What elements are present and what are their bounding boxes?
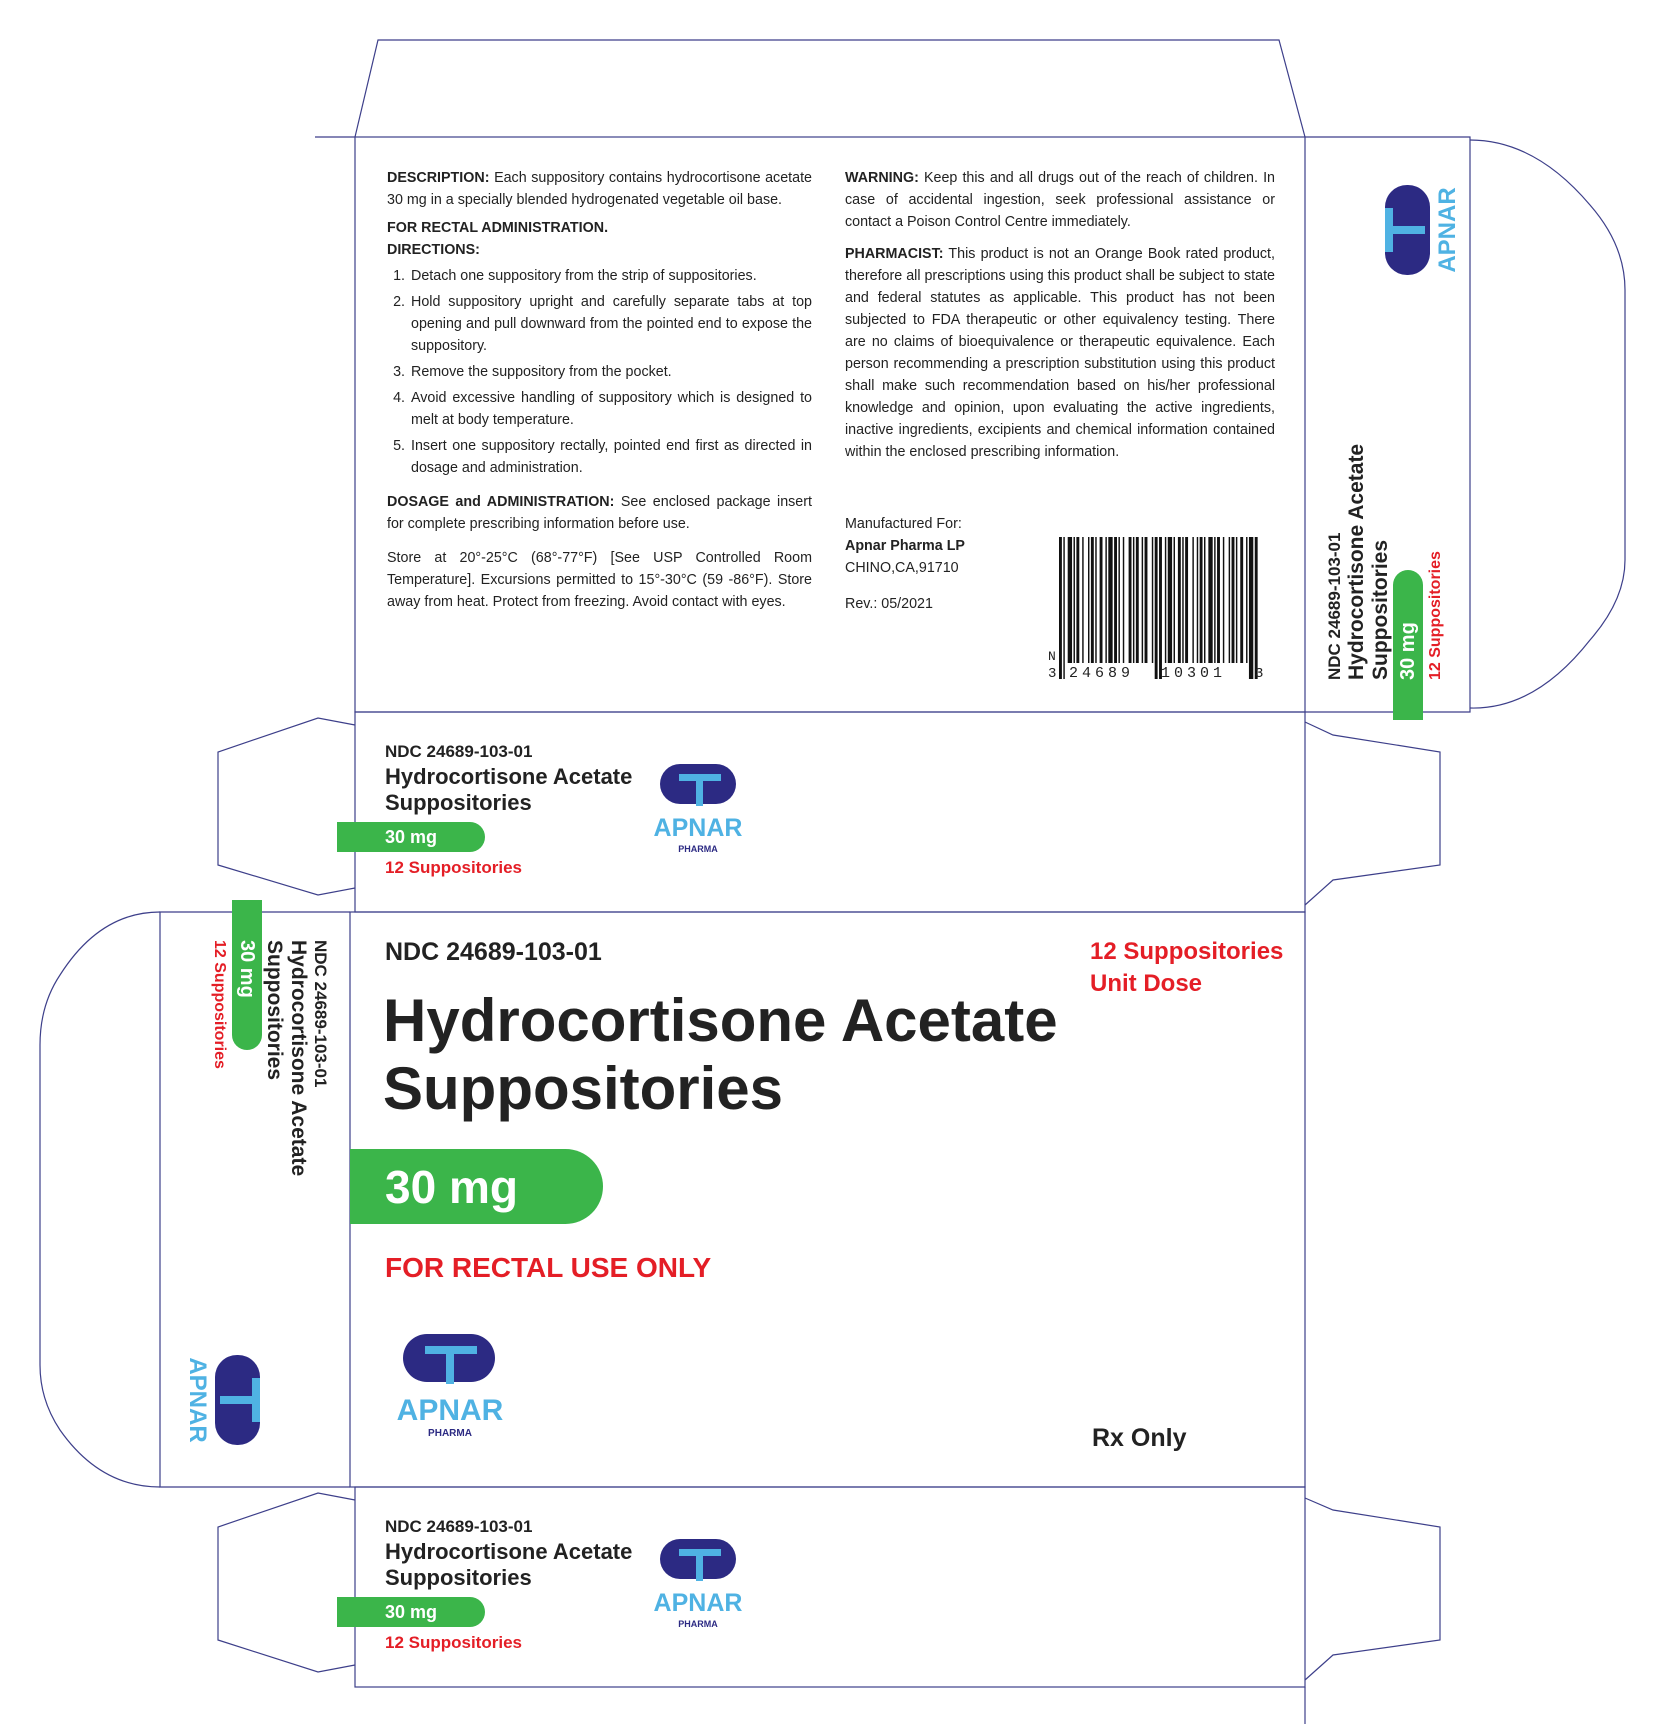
barcode-bar bbox=[1108, 537, 1112, 663]
logo-name: APNAR bbox=[653, 1589, 743, 1617]
top-end-count: 12 Suppositories bbox=[385, 858, 522, 877]
back-left-column bbox=[387, 167, 812, 619]
side-left-logo bbox=[184, 1330, 305, 1470]
bottom-end-name2: Suppositories bbox=[385, 1565, 532, 1590]
logo-sub: PHARMA bbox=[678, 1619, 718, 1629]
revision-date: Rev.: 05/2021 bbox=[845, 596, 933, 612]
side-left-name2: Suppositories bbox=[263, 940, 286, 1081]
back-panel bbox=[355, 137, 1305, 712]
description-text: Each suppository contains hydrocortisone acetate 30 mg in a specially blended hydrogenated vegetable oil base. bbox=[387, 170, 812, 208]
barcode-bar bbox=[1223, 537, 1224, 663]
side-left-strength-text: 30 mg bbox=[236, 940, 259, 998]
barcode-bar bbox=[1114, 537, 1117, 663]
barcode-bar bbox=[1091, 537, 1094, 663]
barcode-bar bbox=[1159, 537, 1162, 679]
direction-item: 5. Insert one suppository rectally, pointed end first as directed in dosage and administration. bbox=[409, 435, 812, 479]
description-label: DESCRIPTION: bbox=[387, 170, 490, 186]
barcode-bar bbox=[1142, 537, 1143, 663]
barcode-left-digit: 3 bbox=[1048, 666, 1057, 682]
side-left-name1: Hydrocortisone Acetate bbox=[287, 940, 310, 1177]
side-right-count: 12 Suppositories bbox=[1427, 551, 1444, 680]
barcode-bar bbox=[1088, 537, 1089, 663]
barcode-bar bbox=[1255, 537, 1258, 679]
barcode-bar bbox=[1246, 537, 1247, 663]
side-right-text bbox=[1325, 420, 1445, 680]
barcode-bar bbox=[1074, 537, 1075, 663]
bottom-end-count: 12 Suppositories bbox=[385, 1633, 522, 1652]
manufactured-for-label: Manufactured For: bbox=[845, 516, 962, 532]
bottom-end-name1: Hydrocortisone Acetate bbox=[385, 1539, 633, 1564]
barcode-bar bbox=[1145, 537, 1148, 663]
direction-item: 4. Avoid excessive handling of suppository which is designed to melt at body temperature. bbox=[409, 387, 812, 431]
warning-label: WARNING: bbox=[845, 170, 919, 186]
barcode-bar bbox=[1118, 537, 1119, 663]
description-paragraph bbox=[387, 167, 812, 211]
front-strength-pill bbox=[350, 1149, 603, 1224]
manufacturer-block bbox=[845, 513, 1045, 615]
top-end-strength-pill bbox=[337, 822, 485, 852]
barcode-bar bbox=[1076, 537, 1079, 663]
bottom-end-strength: 30 mg bbox=[385, 1601, 438, 1622]
bottom-end-panel bbox=[355, 1487, 1305, 1687]
barcode-bar bbox=[1185, 537, 1188, 663]
barcode-bar bbox=[1217, 537, 1220, 663]
front-product-name-line2: Suppositories bbox=[383, 1055, 784, 1122]
barcode-bar bbox=[1136, 537, 1139, 663]
side-left-text bbox=[210, 940, 330, 1200]
barcode-bar bbox=[1152, 537, 1153, 663]
logo-sub: PHARMA bbox=[428, 1428, 472, 1439]
barcode-bar bbox=[1200, 537, 1203, 663]
barcode-bar bbox=[1168, 537, 1172, 663]
barcode-bar bbox=[1214, 537, 1215, 663]
directions-heading: DIRECTIONS: bbox=[387, 242, 480, 258]
directions-list bbox=[387, 265, 812, 479]
side-left-strength bbox=[232, 900, 262, 1050]
side-left-ndc: NDC 24689-103-01 bbox=[311, 940, 330, 1088]
direction-item: 1. Detach one suppository from the strip of suppositories. bbox=[409, 265, 812, 287]
rectal-administration-heading: FOR RECTAL ADMINISTRATION. bbox=[387, 220, 609, 236]
direction-item: 2. Hold suppository upright and carefully separate tabs at top opening and pull downward from the pointed end to expose the suppository. bbox=[409, 291, 812, 357]
barcode-right-digit: 3 bbox=[1255, 666, 1264, 682]
top-end-name2: Suppositories bbox=[385, 790, 532, 815]
top-end-ndc: NDC 24689-103-01 bbox=[385, 742, 533, 761]
side-right-strength bbox=[1393, 570, 1423, 720]
pharmacist-text: This product is not an Orange Book rated product, therefore all prescriptions using this product shall be subject to state and federal statutes as applicable. This product has not been subjected to FDA therapeutic or other equivalency testing. There are no claims of bioequivalence or therapeutic equivalence. Each person recommending a prescription substitution using this product shall make such recommendation based on his/her professional knowledge and opinion, upon evaluating the active ingredients, inactive ingredients, excipients and chemical information contained within the enclosed prescribing information. bbox=[845, 246, 1275, 460]
barcode-bar bbox=[1155, 537, 1158, 679]
dosage-text: See enclosed package insert for complete prescribing information before use. bbox=[387, 494, 812, 532]
side-right-ndc: NDC 24689-103-01 bbox=[1325, 532, 1344, 680]
side-right-name1: Hydrocortisone Acetate bbox=[1345, 443, 1368, 680]
barcode-bar bbox=[1082, 537, 1083, 663]
top-end-panel bbox=[355, 712, 1305, 912]
barcode-bar bbox=[1229, 537, 1230, 663]
warning-paragraph bbox=[845, 167, 1275, 233]
direction-item: 3. Remove the suppository from the pocket. bbox=[409, 361, 812, 383]
back-right-column bbox=[845, 167, 1275, 469]
pharmacist-paragraph bbox=[845, 243, 1275, 463]
warning-text: Keep this and all drugs out of the reach of children. In case of accidental ingestion, seek professional assistance or contact a Poison Control Centre immediately. bbox=[845, 170, 1275, 230]
side-right-logo bbox=[1340, 160, 1461, 300]
logo-sub: PHARMA bbox=[678, 844, 718, 854]
barcode-bar bbox=[1240, 537, 1243, 663]
barcode-bar bbox=[1100, 537, 1103, 663]
top-end-name1: Hydrocortisone Acetate bbox=[385, 764, 633, 789]
barcode-bar bbox=[1178, 537, 1181, 663]
barcode-bar bbox=[1182, 537, 1183, 663]
storage-paragraph: Store at 20°-25°C (68°-77°F) [See USP Controlled Room Temperature]. Excursions permitted to 15°-30°C (59 -86°F). Store away from heat. Protect from freezing. Avoid contact with eyes. bbox=[387, 550, 812, 610]
side-right-strength-text: 30 mg bbox=[1396, 622, 1419, 680]
barcode-digits-group1: 24689 bbox=[1069, 665, 1135, 682]
barcode-bar bbox=[1133, 537, 1134, 663]
manufacturer-name: Apnar Pharma LP bbox=[845, 538, 965, 554]
barcode-bar bbox=[1063, 537, 1064, 679]
barcode-bar bbox=[1129, 537, 1132, 663]
barcode-bar bbox=[1204, 537, 1205, 663]
pharmacist-label: PHARMACIST: bbox=[845, 246, 944, 262]
front-count: 12 Suppositories bbox=[1090, 938, 1284, 965]
apnar-capsule-logo-icon bbox=[635, 1537, 775, 1632]
bottom-end-ndc: NDC 24689-103-01 bbox=[385, 1517, 533, 1536]
front-strength: 30 mg bbox=[385, 1160, 518, 1213]
side-right-name2: Suppositories bbox=[1369, 539, 1392, 680]
apnar-capsule-logo-icon bbox=[378, 1332, 528, 1442]
barcode bbox=[1047, 537, 1267, 687]
apnar-capsule-logo-icon bbox=[1340, 160, 1461, 300]
top-end-strength: 30 mg bbox=[385, 826, 438, 847]
barcode-bar bbox=[1059, 537, 1062, 679]
logo-name: APNAR bbox=[1434, 187, 1461, 273]
front-unit-dose: Unit Dose bbox=[1090, 970, 1203, 997]
logo-name: APNAR bbox=[184, 1357, 211, 1443]
front-ndc: NDC 24689-103-01 bbox=[385, 938, 602, 966]
barcode-bar bbox=[1165, 537, 1166, 663]
front-rx-only: Rx Only bbox=[1092, 1424, 1187, 1452]
barcode-bar bbox=[1174, 537, 1175, 663]
front-product-name-line1: Hydrocortisone Acetate bbox=[383, 987, 1058, 1054]
barcode-bar bbox=[1105, 537, 1106, 663]
barcode-bar bbox=[1192, 537, 1193, 663]
barcode-bar bbox=[1232, 537, 1235, 663]
barcode-bar bbox=[1197, 537, 1198, 663]
front-route: FOR RECTAL USE ONLY bbox=[385, 1252, 712, 1283]
side-left-count: 12 Suppositories bbox=[211, 940, 228, 1069]
manufacturer-address: CHINO,CA,91710 bbox=[845, 560, 959, 576]
bottom-end-strength-pill bbox=[337, 1597, 485, 1627]
front-panel bbox=[350, 912, 1305, 1487]
barcode-bar bbox=[1236, 537, 1237, 663]
barcode-bar bbox=[1123, 537, 1124, 663]
dosage-paragraph bbox=[387, 491, 812, 535]
dosage-label: DOSAGE and ADMINISTRATION: bbox=[387, 494, 615, 510]
barcode-bar bbox=[1095, 537, 1096, 663]
logo-name: APNAR bbox=[653, 814, 743, 842]
apnar-capsule-logo-icon bbox=[635, 762, 775, 857]
barcode-bar bbox=[1208, 537, 1212, 663]
barcode-prefix: N bbox=[1048, 649, 1056, 664]
apnar-capsule-logo-icon bbox=[184, 1330, 305, 1470]
barcode-bar bbox=[1068, 537, 1072, 663]
barcode-digits-group2: 10301 bbox=[1161, 665, 1227, 682]
logo-name: APNAR bbox=[396, 1394, 504, 1427]
barcode-bar bbox=[1249, 537, 1253, 679]
